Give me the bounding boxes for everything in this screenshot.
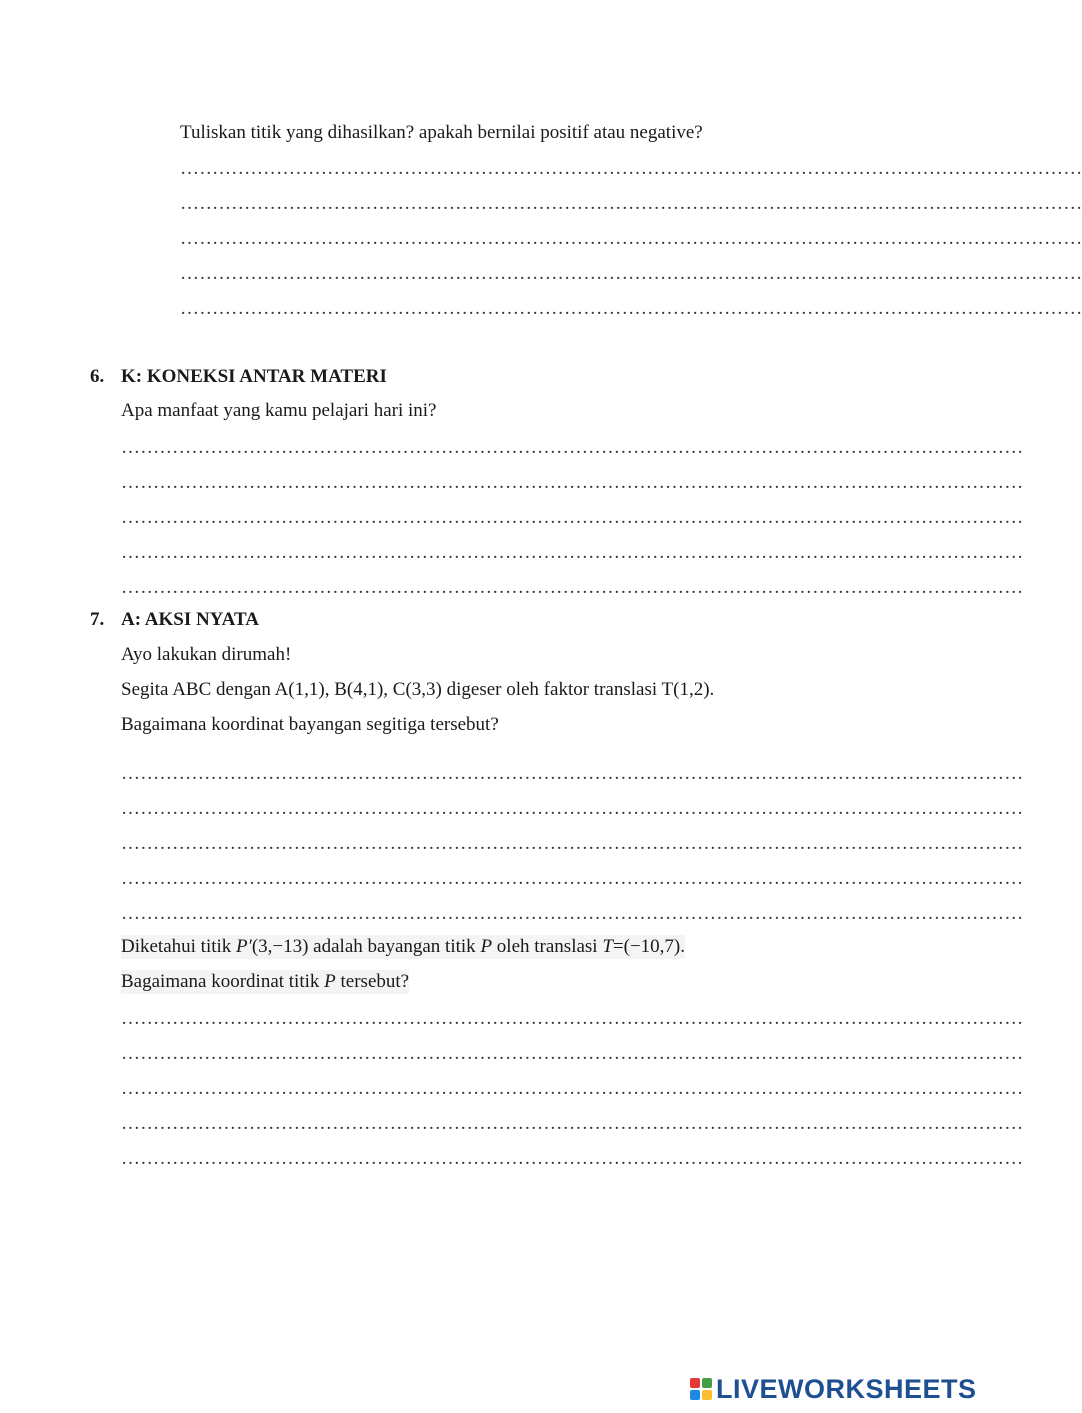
section-7-number: 7. xyxy=(90,609,105,630)
intro-question: Tuliskan titik yang dihasilkan? apakah bernilai positif atau negative? xyxy=(180,122,703,143)
section-7-title: A: AKSI NYATA xyxy=(121,609,259,630)
answer-line[interactable]: …………………………………………………………………………………………………………………………… xyxy=(121,472,1024,493)
answer-line[interactable]: …………………………………………………………………………………………………………………………… xyxy=(121,903,1024,924)
point-p-question xyxy=(121,970,409,994)
answer-line[interactable]: …………………………………………………………………………………………………………………………… xyxy=(121,1148,1024,1169)
text-fragment: =(−10,7). xyxy=(612,936,685,957)
text-fragment: Bagaimana koordinat titik xyxy=(121,971,325,992)
logo-square xyxy=(702,1378,712,1388)
answer-line[interactable]: …………………………………………………………………………………………………………………………… xyxy=(121,542,1024,563)
answer-line[interactable]: …………………………………………………………………………………………………………………………… xyxy=(121,868,1024,889)
liveworksheets-logo-icon xyxy=(690,1378,712,1400)
answer-line[interactable]: …………………………………………………………………………………………………………………………… xyxy=(121,1078,1024,1099)
section-6-question: Apa manfaat yang kamu pelajari hari ini? xyxy=(121,400,437,421)
answer-line[interactable]: …………………………………………………………………………………………………………………………… xyxy=(121,763,1024,784)
answer-line[interactable]: …………………………………………………………………………………………………………………………… xyxy=(180,298,1082,319)
text-fragment: (3,−13) adalah bayangan titik xyxy=(251,936,481,957)
logo-square xyxy=(702,1390,712,1400)
math-p: P xyxy=(480,936,493,957)
answer-line[interactable]: …………………………………………………………………………………………………………………………… xyxy=(180,158,1082,179)
section-7-line-3: Bagaimana koordinat bayangan segitiga tersebut? xyxy=(121,714,499,735)
section-7-line-1: Ayo lakukan dirumah! xyxy=(121,644,292,665)
text-fragment: tersebut? xyxy=(335,971,410,992)
answer-line[interactable]: …………………………………………………………………………………………………………………………… xyxy=(121,577,1024,598)
answer-line[interactable]: …………………………………………………………………………………………………………………………… xyxy=(121,798,1024,819)
section-6-title: K: KONEKSI ANTAR MATERI xyxy=(121,366,387,387)
liveworksheets-logo xyxy=(690,1374,977,1404)
translation-question xyxy=(121,935,685,959)
math-p-prime: P′ xyxy=(236,936,252,957)
answer-line[interactable]: …………………………………………………………………………………………………………………………… xyxy=(180,263,1082,284)
answer-line[interactable]: …………………………………………………………………………………………………………………………… xyxy=(121,1113,1024,1134)
logo-square xyxy=(690,1378,700,1388)
math-t: T xyxy=(602,936,613,957)
answer-line[interactable]: …………………………………………………………………………………………………………………………… xyxy=(121,1043,1024,1064)
logo-square xyxy=(690,1390,700,1400)
math-p: P xyxy=(324,971,336,992)
text-fragment: oleh translasi xyxy=(492,936,603,957)
section-6-number: 6. xyxy=(90,366,105,387)
section-7-line-2: Segita ABC dengan A(1,1), B(4,1), C(3,3) digeser oleh faktor translasi T(1,2). xyxy=(121,679,715,700)
answer-line[interactable]: …………………………………………………………………………………………………………………………… xyxy=(121,833,1024,854)
answer-line[interactable]: …………………………………………………………………………………………………………………………… xyxy=(121,437,1024,458)
liveworksheets-logo-text: LIVEWORKSHEETS xyxy=(716,1373,977,1404)
text-fragment: Diketahui titik xyxy=(121,936,237,957)
answer-line[interactable]: …………………………………………………………………………………………………………………………… xyxy=(180,228,1082,249)
answer-line[interactable]: …………………………………………………………………………………………………………………………… xyxy=(121,507,1024,528)
answer-line[interactable]: …………………………………………………………………………………………………………………………… xyxy=(121,1008,1024,1029)
answer-line[interactable]: …………………………………………………………………………………………………………………………… xyxy=(180,193,1082,214)
